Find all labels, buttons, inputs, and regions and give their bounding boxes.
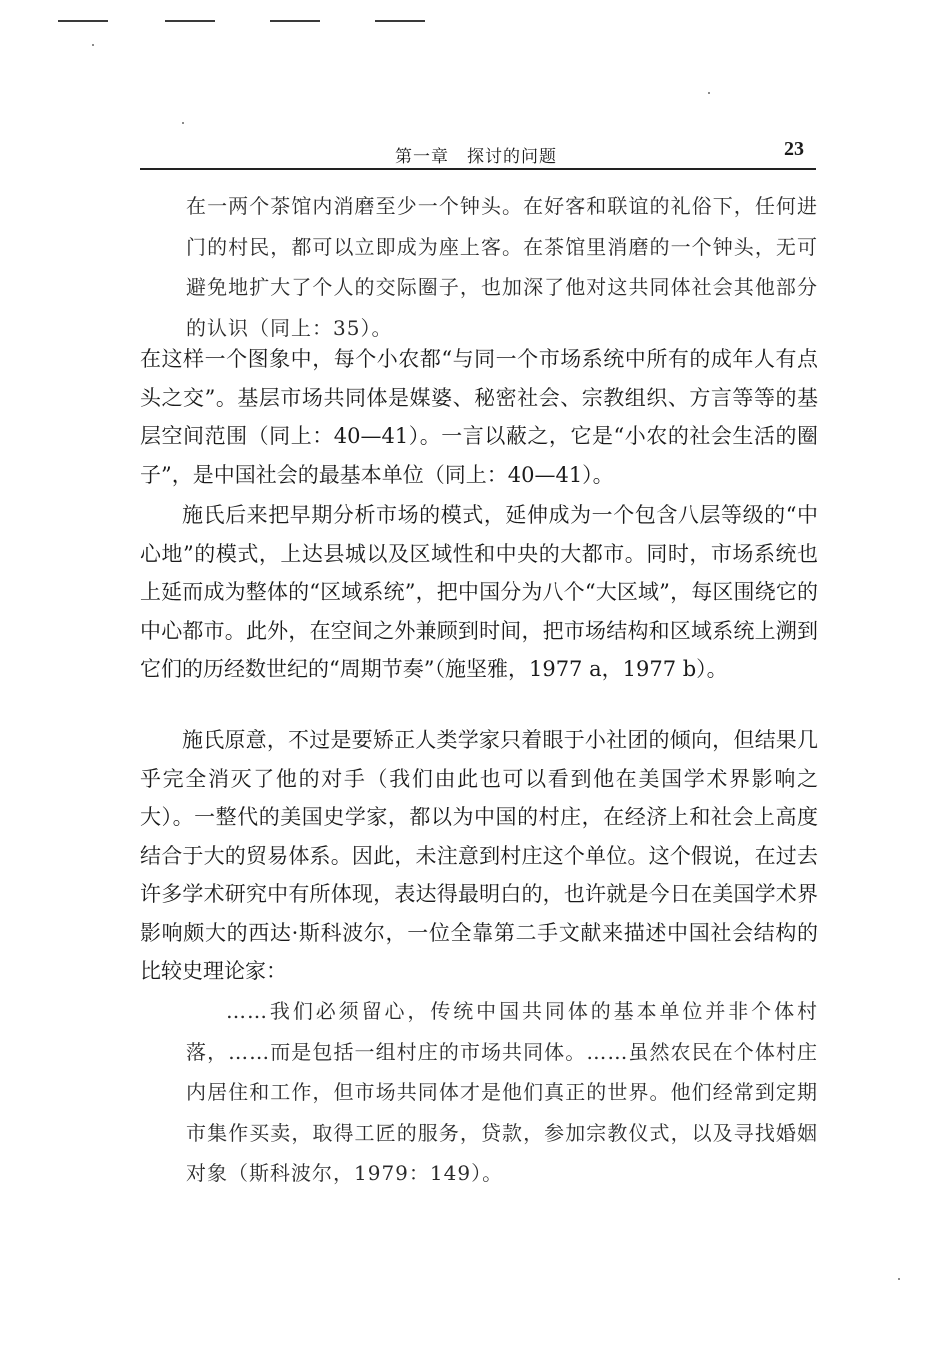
block-quote: 在一两个茶馆内消磨至少一个钟头。在好客和联谊的礼俗下，任何进门的村民，都可以立即成为座上客。在茶馆里消磨的一个钟头，无可避免地扩大了个人的交际圈子，也加深了他对这共同体社会其他部分的认识（同上：35）。 bbox=[186, 194, 818, 340]
scan-speck bbox=[92, 44, 94, 46]
scan-mark bbox=[58, 20, 108, 22]
body-paragraph: 施氏原意，不过是要矫正人类学家只着眼于小社团的倾向，但结果几乎完全消灭了他的对手（我们由此也可以看到他在美国学术界影响之大）。一整代的美国史学家，都以为中国的村庄，在经济上和社会上高度结合于大的贸易体系。因此，未注意到村庄这个单位。这个假说，在过去许多学术研究中有所体现，表达得最明白的，也许就是今日在美国学术界影响颇大的西达·斯科波尔，一位全靠第二手文献来描述中国社会结构的比较史理论家： bbox=[140, 728, 818, 983]
body-paragraph: 施氏后来把早期分析市场的模式，延伸成为一个包含八层等级的“中心地”的模式，上达县城以及区域性和中央的大都市。同时，市场系统也上延而成为整体的“区域系统”，把中国分为八个“大区域”，每区围绕它的中心都市。此外，在空间之外兼顾到时间，把市场结构和区域系统上溯到它们的历经数世纪的“周期节奏”（施坚雅，1977 a，1977 b）。 bbox=[140, 503, 818, 681]
running-header bbox=[140, 138, 816, 170]
scan-mark bbox=[270, 20, 320, 22]
scan-speck bbox=[708, 92, 710, 94]
scan-speck bbox=[182, 122, 184, 124]
scan-mark bbox=[165, 20, 215, 22]
running-title: 第一章 探讨的问题 bbox=[395, 147, 557, 167]
page-number: 23 bbox=[784, 138, 804, 160]
scan-mark bbox=[375, 20, 425, 22]
scan-speck bbox=[898, 1278, 900, 1280]
block-quote: ……我们必须留心，传统中国共同体的基本单位并非个体村落，……而是包括一组村庄的市场共同体。……虽然农民在个体村庄内居住和工作，但市场共同体才是他们真正的世界。他们经常到定期市集作买卖，取得工匠的服务，贷款，参加宗教仪式，以及寻找婚姻对象（斯科波尔，1979：149）。 bbox=[186, 999, 818, 1185]
body-paragraph: 在这样一个图象中，每个小农都“与同一个市场系统中所有的成年人有点头之交”。基层市场共同体是媒婆、秘密社会、宗教组织、方言等等的基层空间范围（同上：40—41）。一言以蔽之，它是“小农的社会生活的圈子”，是中国社会的最基本单位（同上：40—41）。 bbox=[140, 347, 818, 487]
